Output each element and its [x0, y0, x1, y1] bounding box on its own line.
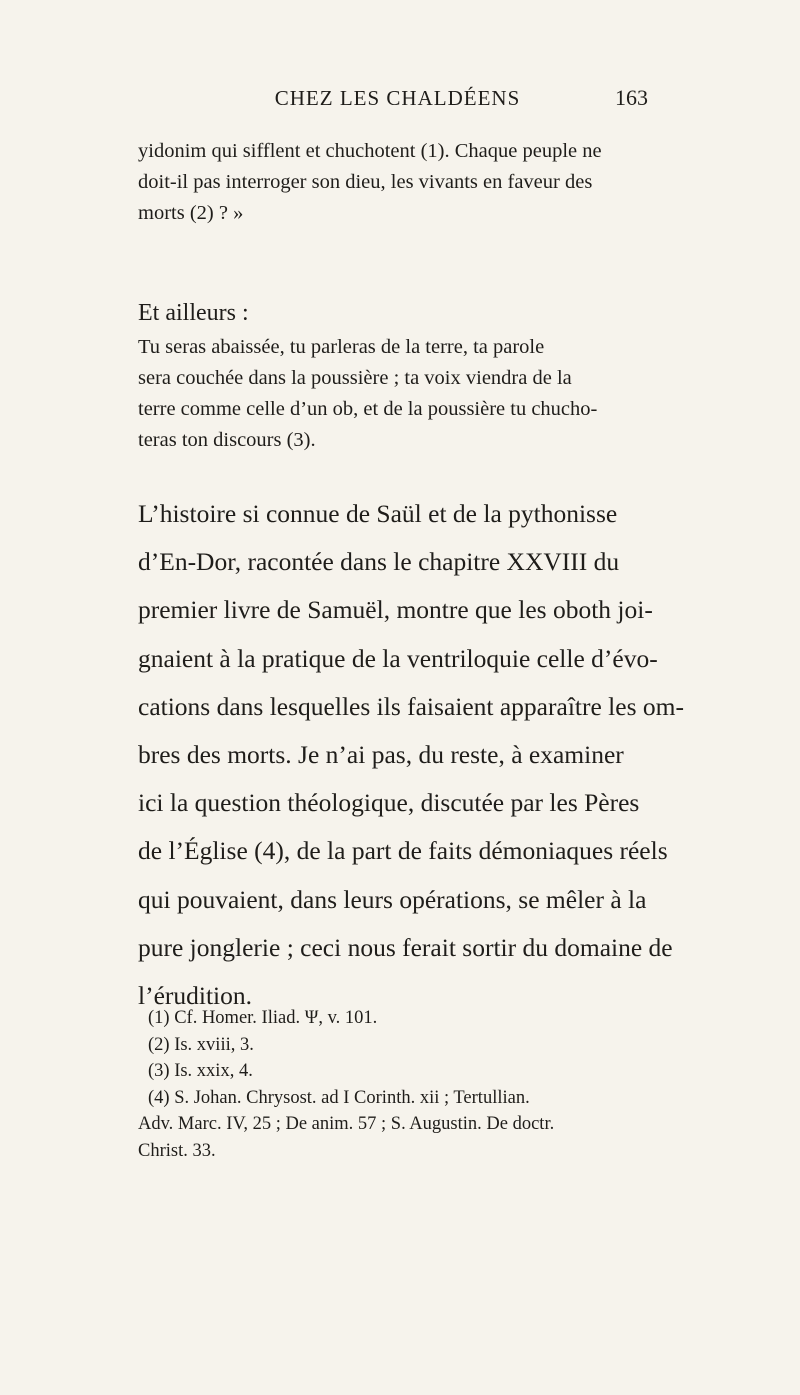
paragraph-line: d’En-Dor, racontée dans le chapitre XXVIII du [138, 547, 620, 577]
quote-line: teras ton discours (3). [138, 429, 316, 451]
lead-in-text: Et ailleurs : [138, 300, 249, 326]
footnote: (4) S. Johan. Chrysost. ad I Corinth. xii ; Tertullian. [148, 1087, 530, 1108]
paragraph-line: L’histoire si connue de Saül et de la pythonisse [138, 499, 618, 528]
paragraph-line: ici la question théologique, discutée par les Pères [138, 788, 640, 818]
footnote: (1) Cf. Homer. Iliad. Ψ, v. 101. [148, 1008, 378, 1028]
paragraph-line: bres des morts. Je n’ai pas, du reste, à examiner [138, 740, 624, 770]
body-paragraph [138, 490, 684, 1020]
paragraph-line: qui pouvaient, dans leurs opérations, se mêler à la [138, 884, 647, 914]
footnote-continuation: Christ. 33. [138, 1140, 216, 1161]
footnotes [138, 1005, 658, 1164]
paragraph-line: de l’Église (4), de la part de faits démoniaques réels [138, 836, 668, 866]
paragraph-line: gnaient à la pratique de la ventriloquie celle d’évo- [138, 643, 658, 673]
footnote: (3) Is. xxix, 4. [148, 1061, 253, 1081]
running-header: CHEZ LES CHALDÉENS [274, 86, 521, 110]
page-number: 163 [615, 85, 648, 110]
quote-block-2 [138, 332, 658, 456]
paragraph-line: premier livre de Samuël, montre que les oboth joi- [138, 595, 653, 625]
paragraph-line: cations dans lesquelles ils faisaient apparaître les om- [138, 691, 684, 721]
quote-line: morts (2) ? » [138, 202, 244, 224]
paragraph-line: l’érudition. [138, 981, 253, 1011]
quote-block-1 [138, 136, 658, 229]
paragraph-line: pure jonglerie ; ceci nous ferait sortir du domaine de [138, 932, 673, 962]
footnote: (2) Is. xviii, 3. [148, 1034, 254, 1055]
quote-line: sera couchée dans la poussière ; ta voix viendra de la [138, 367, 572, 389]
footnote-continuation: Adv. Marc. IV, 25 ; De anim. 57 ; S. Augustin. De doctr. [138, 1114, 555, 1134]
quote-line: Tu seras abaissée, tu parleras de la terre, ta parole [138, 336, 545, 358]
quote-line: yidonim qui sifflent et chuchotent (1). Chaque peuple ne [138, 140, 602, 162]
quote-line: doit-il pas interroger son dieu, les vivants en faveur des [138, 171, 593, 193]
quote-line: terre comme celle d’un ob, et de la poussière tu chucho- [138, 398, 598, 420]
